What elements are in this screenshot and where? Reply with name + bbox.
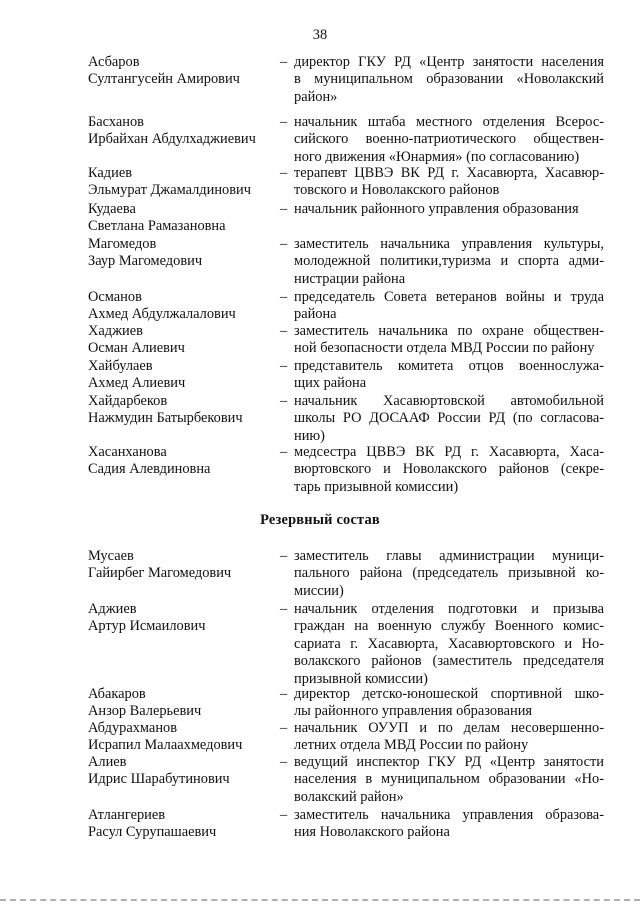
member-role-line: сариата г. Хасавюрта, Хасавюртовского и Но-	[294, 635, 604, 652]
member-given-names: Расул Сурупашаевич	[88, 824, 217, 841]
member-surname: Басханов	[88, 114, 144, 130]
member-given-names: Светлана Рамазановна	[88, 218, 226, 235]
list-dash: –	[280, 807, 288, 823]
member-surname: Абдурахманов	[88, 720, 178, 736]
member-given-names: Осман Алиевич	[88, 340, 185, 357]
member-role-line: председатель Совета ветеранов войны и труда	[294, 289, 604, 305]
member-given-names: Идрис Шарабутинович	[88, 771, 230, 788]
member-role-line: начальник штаба местного отделения Всерос-	[294, 114, 604, 130]
member-role-line: ной безопасности отдела МВД России по району	[294, 340, 595, 357]
page-number: 38	[312, 27, 328, 43]
member-role-line: вюртовского и Новолакского районов (секре-	[294, 461, 604, 478]
member-role-line: сийского военно-патриотического обществен-	[294, 131, 604, 148]
member-role-line: товского и Новолакского районов	[294, 182, 500, 199]
member-role-line: лы районного управления образования	[294, 703, 533, 720]
member-role-line: нистрации района	[294, 270, 406, 287]
list-dash: –	[280, 548, 288, 564]
member-role-line: населения в муниципальном образовании «Но-	[294, 771, 604, 788]
member-role-line: миссии)	[294, 582, 344, 599]
member-role-line: директор детско-юношеской спортивной шко-	[294, 686, 604, 702]
member-given-names: Эльмурат Джамалдинович	[88, 182, 251, 199]
member-role-line: начальник районного управления образования	[294, 201, 579, 217]
member-role-line: ведущий инспектор ГКУ РД «Центр занятости	[294, 754, 604, 770]
member-role-line: заместитель начальника управления образова-	[294, 807, 604, 823]
member-surname: Атлангериев	[88, 807, 166, 823]
member-role-line: заместитель начальника по охране обществен-	[294, 323, 604, 339]
member-role-line: тарь призывной комиссии)	[294, 478, 459, 495]
list-dash: –	[280, 54, 288, 70]
member-role-line: призывной комиссии)	[294, 670, 428, 687]
list-dash: –	[280, 323, 288, 339]
member-surname: Хасанханова	[88, 444, 167, 460]
member-role-line: летних отдела МВД России по району	[294, 737, 529, 754]
list-dash: –	[280, 393, 288, 409]
member-role-line: граждан на военную службу Военного комис-	[294, 618, 604, 635]
member-role-line: начальник Хасавюртовской автомобильной	[294, 393, 604, 409]
member-role-line: молодежной политики,туризма и спорта адми-	[294, 253, 604, 270]
member-given-names: Нажмудин Батырбекович	[88, 410, 243, 427]
member-role-line: директор ГКУ РД «Центр занятости населения	[294, 54, 604, 70]
member-given-names: Исрапил Малаахмедович	[88, 737, 243, 754]
member-role-line: нию)	[294, 427, 325, 444]
member-given-names: Садия Алевдиновна	[88, 461, 211, 478]
member-role-line: заместитель начальника управления культуры,	[294, 236, 604, 252]
member-surname: Хаджиев	[88, 323, 143, 339]
member-surname: Хайдарбеков	[88, 393, 168, 409]
member-given-names: Ирбайхан Абдулхаджиевич	[88, 131, 256, 148]
member-surname: Аджиев	[88, 601, 137, 617]
list-dash: –	[280, 114, 288, 130]
list-dash: –	[280, 686, 288, 702]
member-role-line: ного движения «Юнармия» (по согласованию)	[294, 148, 580, 165]
member-surname: Хайбулаев	[88, 358, 153, 374]
scan-edge	[0, 899, 640, 905]
list-dash: –	[280, 201, 288, 217]
list-dash: –	[280, 236, 288, 252]
member-role-line: терапевт ЦВВЭ ВК РД г. Хасавюрта, Хасавюр-	[294, 165, 604, 181]
member-given-names: Ахмед Алиевич	[88, 375, 186, 392]
member-surname: Алиев	[88, 754, 127, 770]
member-surname: Магомедов	[88, 236, 157, 252]
list-dash: –	[280, 289, 288, 305]
member-role-line: район»	[294, 88, 338, 105]
member-role-line: начальник отделения подготовки и призыва	[294, 601, 604, 617]
member-given-names: Ахмед Абдулжалалович	[88, 306, 236, 323]
member-surname: Кадиев	[88, 165, 133, 181]
member-role-line: начальник ОУУП и по делам несовершенно-	[294, 720, 604, 736]
member-surname: Абакаров	[88, 686, 146, 702]
reserve-heading: Резервный состав	[260, 512, 380, 528]
member-role-line: щих района	[294, 375, 367, 392]
list-dash: –	[280, 165, 288, 181]
member-role-line: пального района (председатель призывной ко-	[294, 565, 604, 582]
member-given-names: Гайирбег Магомедович	[88, 565, 232, 582]
list-dash: –	[280, 601, 288, 617]
member-surname: Асбаров	[88, 54, 140, 70]
list-dash: –	[280, 358, 288, 374]
member-role-line: волакского районов (заместитель председателя	[294, 653, 604, 670]
member-given-names: Заур Магомедович	[88, 253, 203, 270]
member-role-line: ния Новолакского района	[294, 824, 450, 841]
member-surname: Османов	[88, 289, 142, 305]
list-dash: –	[280, 754, 288, 770]
member-role-line: в муниципальном образовании «Новолакский	[294, 71, 604, 88]
member-role-line: района	[294, 306, 337, 323]
member-role-line: медсестра ЦВВЭ ВК РД г. Хасавюрта, Хаса-	[294, 444, 604, 460]
list-dash: –	[280, 720, 288, 736]
member-role-line: заместитель главы администрации муници-	[294, 548, 604, 564]
member-role-line: школы РО ДОСААФ России РД (по согласова-	[294, 410, 604, 427]
list-dash: –	[280, 444, 288, 460]
member-role-line: волакский район»	[294, 788, 404, 805]
member-given-names: Султангусейн Амирович	[88, 71, 240, 88]
member-given-names: Анзор Валерьевич	[88, 703, 202, 720]
member-given-names: Артур Исмаилович	[88, 618, 206, 635]
member-role-line: представитель комитета отцов военнослужа-	[294, 358, 604, 374]
member-surname: Кудаева	[88, 201, 136, 217]
member-surname: Мусаев	[88, 548, 134, 564]
